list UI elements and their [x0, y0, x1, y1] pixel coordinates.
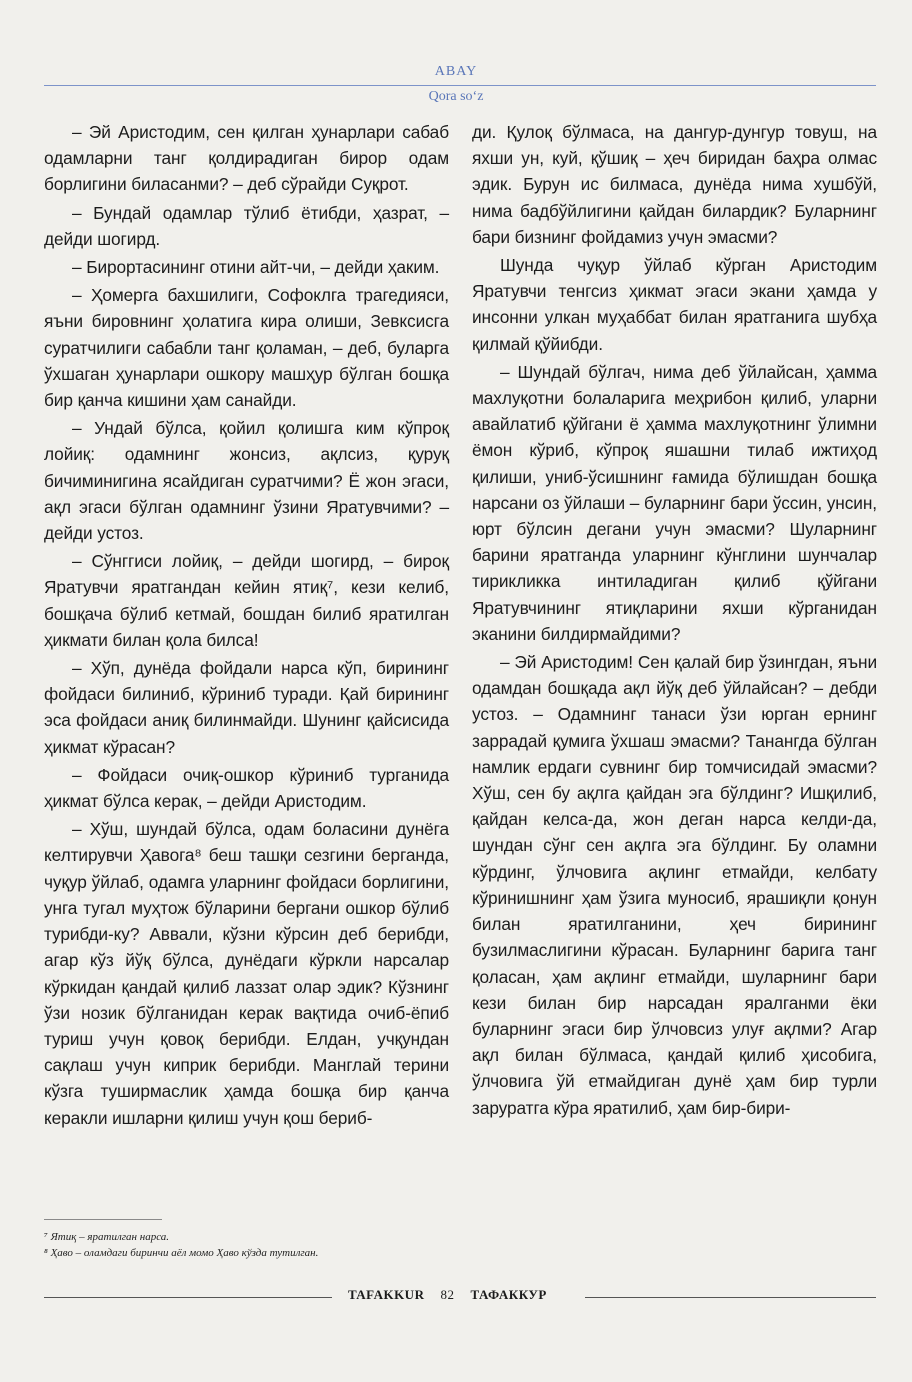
left-text-column	[44, 119, 449, 1131]
page-footer	[44, 1287, 876, 1307]
footnote-7: ⁷ Ятиқ – яратилган нарса.	[44, 1231, 170, 1243]
footer-journal-latin: TAFAKKUR	[348, 1287, 425, 1302]
footer-rule-left	[44, 1297, 332, 1298]
footnotes	[44, 1229, 644, 1261]
right-text-column	[472, 119, 877, 1121]
paragraph: – Хўш, шундай бўлса, одам боласини дунёга келтирувчи Ҳавога⁸ беш ташқи сезгини берганда, чуқур ўйлаб, одамга уларнинг фойдаси борлигини, унга тугал муҳтож бўларини бергани ошкор бўлиб турибди-ку? Аввали, кўзни кўрсин деб берибди, агар кўз йўқ бўлса, дунёдаги кўркли нарсалар кўркидан қандай қилиб лаззат олар эдик? Кўзнинг ўзи нозик бўлганидан керак вақтида очиб-ёпиб туриш учун қовоқ берибди. Елдан, учқундан сақлаш учун киприк берибди. Манглай терини кўзга туширмаслик ҳамда бошқа бир қанча керакли ишларни қилиш учун қош бериб-	[44, 819, 449, 1128]
header-rule	[44, 85, 876, 86]
footer-journal-cyrillic: ТАФАККУР	[470, 1287, 547, 1302]
footnote-8: ⁸ Ҳаво – оламдаги биринчи аёл момо Ҳаво кўзда тутилган.	[44, 1247, 319, 1259]
paragraph: – Сўнггиси лойиқ, – дейди шогирд, – бироқ Яратувчи яратгандан кейин ятиқ⁷, кези келиб, бошқача бўлиб кетмай, бошдан билиб яратилган ҳикмати билан қола билса!	[44, 551, 449, 650]
paragraph: – Бирортасининг отини айт-чи, – дейди ҳаким.	[72, 257, 440, 278]
paragraph: – Эй Аристодим! Сен қалай бир ўзингдан, яъни одамдан бошқада ақл йўқ деб ўйлайсан? – дебди устоз. – Одамнинг танаси ўзи юрган ернинг заррадай қумига ўхшаш эмасми? Танангда бўлган намлик ердаги сувнинг бир томчисидай эмасми? Хўш, сен бу ақлга қайдан эга бўлдинг? Ишқилиб, қайдан келса-да, жон деган нарса келди-да, шундан сўнг сен ақлга эга бўлдинг. Бу оламни кўрдинг, ўлчовига ақлинг етмайди, келбату кўринишнинг ҳам ўзига муносиб, ярашиқли қонун билан яратилганини, ҳеч бирининг бузилмаслигини кўрасан. Буларнинг барига танг қоласан, ҳам ақлинг етмайди, шуларнинг бари кези билан бир нарсадан яралганми ёки буларнинг эгаси бир ўлчовсиз улуғ ақлми? Агар ақл билан бўлмаса, қандай қилиб ҳисобига, ўлчовига ўй етмайдиган дунё ҳам бир турли заруратга кўра яратилиб, ҳам бир-бири-	[472, 652, 877, 1118]
paragraph: Шунда чуқур ўйлаб кўрган Аристодим Яратувчи тенгсиз ҳикмат эгаси экани ҳамда у инсонни улкан муҳаббат билан яратганига шубҳа қилмай қўйибди.	[472, 255, 877, 354]
paragraph: – Эй Аристодим, сен қилган ҳунарлари сабаб одамларни танг қолдирадиган бирор одам борлигини биласанми? – деб сўрайди Суқрот.	[44, 122, 449, 195]
paragraph: – Шундай бўлгач, нима деб ўйлайсан, ҳамма махлуқотни болаларига меҳрибон қилиб, уларни авайлатиб қўйгани ё ҳамма махлуқотнинг ўлимни ёмон кўриб, кўпроқ яшашни тилаб ижтиҳод қилиши, униб-ўсишнинг ғамида бўлишдан бошқа нарсани оз ўйлаши – буларнинг бари ўссин, унсин, юрт бўлсин дегани учун эмасми? Шуларнинг барини яратганда уларнинг кўнглини шунчалар тирикликка интиладиган қилиб қўйгани Яратувчининг ятиқларини яхши кўрганидан эканини билдирмайдими?	[472, 361, 877, 644]
running-header-subtitle: Qora so‘z	[428, 89, 484, 104]
paragraph: – Хўп, дунёда фойдали нарса кўп, бирининг фойдаси билиниб, кўриниб туради. Қай бирининг эса фойдаси аниқ билинмайди. Шунинг қайсисида ҳикмат кўрасан?	[44, 658, 449, 757]
running-header-title: ABAY	[434, 64, 478, 79]
paragraph: ди. Қулоқ бўлмаса, на дангур-дунгур товуш, на яхши ун, куй, қўшиқ – ҳеч биридан баҳра олмас эдик. Бурун ис билмаса, дунёда нима хушбўй, нима бадбўйлигини қайдан билардик? Буларнинг бари бизнинг фойдамиз учун эмасми?	[472, 122, 877, 247]
page-number: 82	[440, 1287, 455, 1302]
paragraph: – Ундай бўлса, қойил қолишга ким кўпроқ лойиқ: одамнинг жонсиз, ақлсиз, қуруқ бичиминигина ясайдиган суратчими? Ё жон эгаси, ақл эгаси бўлган одамнинг ўзини Яратувчими? – дейди устоз.	[44, 418, 449, 544]
footnote-rule	[44, 1219, 162, 1220]
paragraph: – Ҳомерга бахшилиги, Софоклга трагедияси, яъни бировнинг ҳолатига кира олиши, Зевксисга суратчилиги сабабли танг қоламан, – деб, буларга ўхшаган ҳунарлари ошкору машҳур бўлган бошқа бир қанча кишини ҳам санайди.	[44, 285, 449, 411]
paragraph: – Фойдаси очиқ-ошкор кўриниб турганида ҳикмат бўлса керак, – дейди Аристодим.	[44, 764, 449, 812]
footer-rule-right	[585, 1297, 876, 1298]
paragraph: – Бундай одамлар тўлиб ётибди, ҳазрат, – дейди шогирд.	[44, 202, 449, 249]
